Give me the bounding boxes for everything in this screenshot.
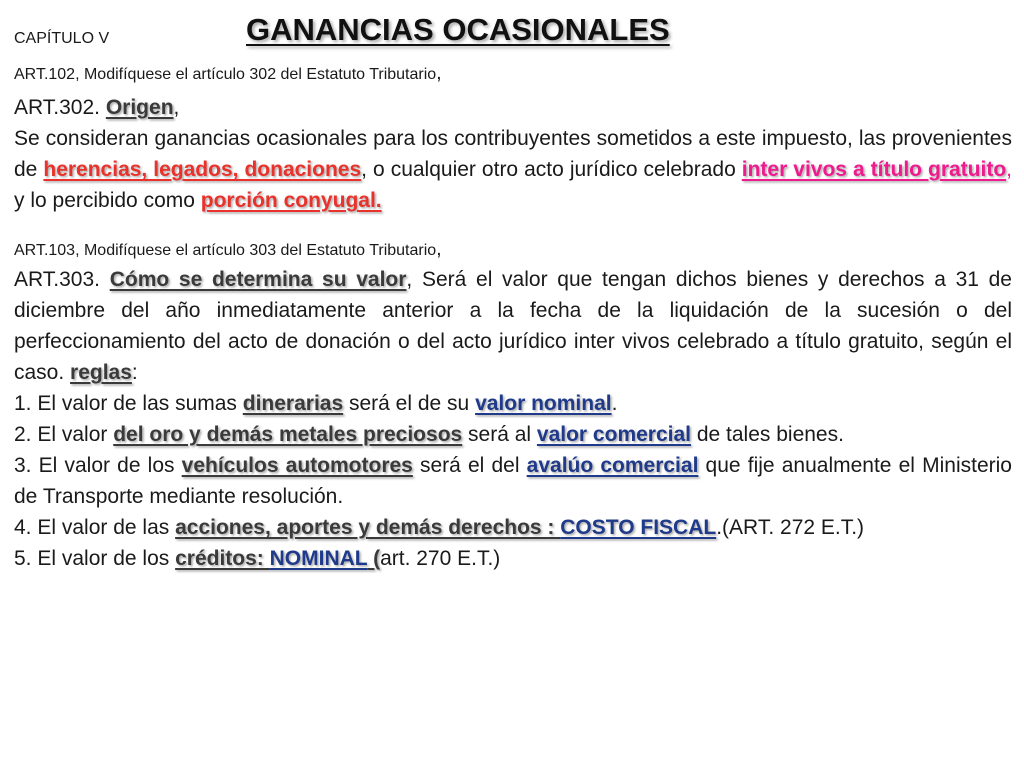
art302-heading-line — [14, 92, 1012, 123]
art103-line — [14, 238, 1012, 262]
rule-1-pre: 1. El valor de las sumas — [14, 392, 243, 415]
rule-1-mid: será el de su — [343, 392, 476, 415]
rules-list — [14, 388, 1012, 574]
rule-2-post: de tales bienes. — [691, 423, 844, 446]
rule-item — [14, 512, 1012, 543]
slide — [14, 8, 1012, 574]
rule-3-post: que fije anualmente el Ministerio de Transporte mediante resolución. — [14, 454, 1012, 508]
art102-line — [14, 62, 1012, 86]
rule-1-key: dinerarias — [242, 392, 344, 415]
rule-item — [14, 388, 1012, 419]
art302-body-part1: Se consideran ganancias ocasionales para los contribuyentes sometidos a este impuesto, las provenientes de — [14, 127, 1012, 181]
rule-item — [14, 450, 1012, 512]
highlight-inter-vivos: inter vivos a título gratuito — [741, 158, 1007, 181]
rules-word: reglas — [70, 361, 132, 384]
slide-title: GANANCIAS OCASIONALES — [246, 12, 670, 47]
rule-5-post: art. 270 E.T.) — [380, 547, 501, 570]
rule-3-value: avalúo comercial — [526, 454, 699, 477]
art302-body-part2: , o cualquier otro acto jurídico celebrado — [361, 158, 742, 181]
rule-item — [14, 419, 1012, 450]
art102-comma: , — [436, 62, 442, 84]
rule-4-value: COSTO FISCAL — [560, 516, 717, 539]
rule-1-post: . — [611, 392, 618, 415]
art303-heading: Cómo se determina su valor — [109, 268, 407, 291]
rule-2-pre: 2. El valor — [14, 423, 114, 446]
rule-5-paren: ( — [367, 547, 381, 570]
rule-4-post: .(ART. 272 E.T.) — [716, 516, 865, 539]
rule-3-mid: será el del — [412, 454, 527, 477]
art103-text: ART.103, Modifíquese el artículo 303 del Estatuto Tributario — [14, 242, 437, 259]
rule-4-key: acciones, aportes y demás derechos : — [175, 516, 561, 539]
art302-body-part3: y lo percibido como — [14, 189, 201, 212]
chapter-label: CAPÍTULO V — [14, 30, 110, 47]
art302-heading: Origen — [105, 96, 174, 119]
rule-5-value: NOMINAL — [269, 547, 368, 570]
rule-5-key: créditos: — [175, 547, 270, 570]
rule-3-pre: 3. El valor de los — [14, 454, 182, 477]
art302-heading-after: , — [173, 96, 180, 119]
rule-3-key: vehículos automotores — [181, 454, 413, 477]
highlight-porcion-conyugal: porción conyugal. — [200, 189, 382, 212]
rule-2-mid: será al — [462, 423, 537, 446]
art302-body — [14, 123, 1012, 216]
art303-label: ART.303. — [14, 268, 110, 291]
rules-colon: : — [131, 361, 138, 384]
slide-header — [14, 8, 1012, 52]
rule-item — [14, 543, 1012, 574]
art103-comma: , — [436, 238, 442, 260]
rule-2-key: del oro y demás metales preciosos — [113, 423, 463, 446]
highlight-inter-vivos-comma: , — [1006, 158, 1012, 181]
art303-text: , Será el valor que tengan dichos bienes y derechos a 31 de diciembre del año inmediatamente anterior a la fecha de la liquidación de la sucesión o del perfeccionamiento del acto de donación o del acto jurídico inter vivos celebrado a título gratuito, según el caso. — [14, 268, 1012, 384]
highlight-herencias: herencias, legados, donaciones — [43, 158, 362, 181]
rule-1-value: valor nominal — [475, 392, 612, 415]
rule-2-value: valor comercial — [536, 423, 691, 446]
art303-body — [14, 264, 1012, 388]
art302-label: ART.302. — [14, 96, 106, 119]
rule-5-pre: 5. El valor de los — [14, 547, 176, 570]
art102-text: ART.102, Modifíquese el artículo 302 del Estatuto Tributario — [14, 66, 437, 83]
rule-4-pre: 4. El valor de las — [14, 516, 176, 539]
